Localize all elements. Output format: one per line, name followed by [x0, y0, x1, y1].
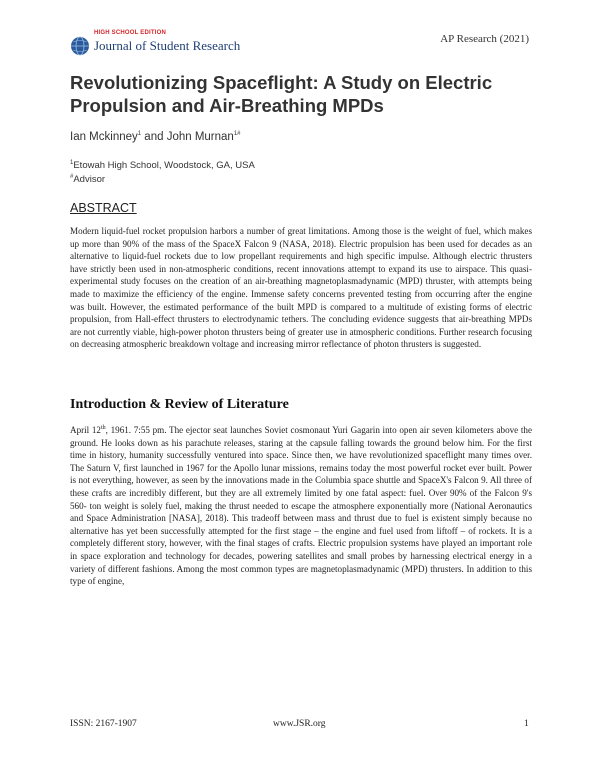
affiliation-2-mark: #: [70, 174, 74, 180]
affiliation-1-mark: 1: [70, 160, 74, 166]
edition-label: HIGH SCHOOL EDITION: [94, 30, 167, 36]
author-2-affiliation-mark: 1#: [233, 131, 241, 138]
intro-body: , 1961. 7:55 pm. The ejector seat launches Soviet cosmonaut Yuri Gagarin into open air seven kilometers above the ground. He looks down as his parachute releases, staring at the capsule falling towards the ground below him. For the first time in history, humanity successfully ventured into space. Since then, we have revolutionized spaceflight many times over. The Saturn V, first launched in 1967 for the Apollo lunar missions, remains today the most powerful rocket ever built. Power is not everything, however, as seen by the innovations made in the Columbia space shuttle and SpaceX's Falcon 9. All three of these crafts are incredibly different, but they are all extremely limited by one fatal aspect: fuel. Over 90% of the Falcon 9's 560- ton weight is solely fuel, making the thrust needed to escape the atmosphere exponentially more (National Aeronautics and Space Administration [NASA], 2018). This tradeoff between mass and thrust due to fuel is existent simply because no alternative has yet been successfully attempted for the first stage – the engine and fuel used from liftoff – of rockets. It is a completely different story, however, with the final stages of crafts. Electric propulsion systems have played an important role in space exploration and technology for decades, powering satellites and small probes by harnessing electrical energy in a variety of different fashions. Among the most common types are magnetoplasmadynamic (MPD) thrusters. In addition to this type of engine,: [70, 425, 532, 587]
abstract-text: Modern liquid-fuel rocket propulsion harbors a number of great limitations. Among those is the weight of fuel, which makes up more than 90% of the mass of the SpaceX Falcon 9 (NASA, 2018). Electric propulsion has been used for decades as an alternative to liquid-fuel rockets due to low propellant requirements and high specific impulse. Although electric thrusters have strictly been used in non-atmospheric conditions, recent innovations attempt to expand its use to airspace. This quasi-experimental study focuses on the creation of an air-breathing magnetoplasmadynamic (MPD) thruster, with attempts being made to maximize the efficiency of the engine. Immense safety concerns prevented testing from occurring after the engine was built. However, the estimated performance of the built MPD is compared to a multitude of existing forms of electric propulsion, from Hall-effect thrusters to electrodynamic tethers. The concluding evidence suggests that air-breathing MPDs are not currently viable, high-power photon thrusters being of greater use in atmospheric conditions. Further research focusing on decreasing atmospheric breakdown voltage and increasing mirror reflectance of photon thrusters is suggested.: [70, 226, 532, 350]
footer-page-number: 1: [524, 719, 529, 729]
introduction-text: [70, 424, 532, 588]
paper-title: Revolutionizing Spaceflight: A Study on Electric Propulsion and Air-Breathing MPDs: [70, 72, 493, 116]
author-conjunction: and: [141, 131, 167, 143]
footer-issn: ISSN: 2167-1907: [70, 719, 137, 729]
globe-icon: [70, 36, 90, 56]
journal-logo[interactable]: [70, 28, 240, 58]
affiliation-1-text: Etowah High School, Woodstock, GA, USA: [73, 160, 255, 172]
abstract-heading: ABSTRACT: [70, 201, 137, 215]
author-1-name: Ian Mckinney: [70, 131, 138, 143]
affiliation-2-text: Advisor: [73, 174, 106, 186]
affiliation-1: [70, 160, 255, 171]
journal-name: Journal of Student Research: [94, 38, 241, 53]
affiliation-2: [70, 174, 105, 185]
author-line: [70, 131, 241, 143]
footer-website-link[interactable]: www.JSR.org: [273, 719, 326, 729]
author-2-name: John Murnan: [166, 131, 234, 143]
intro-date-superscript: th: [100, 424, 106, 431]
intro-date-prefix: April 12: [70, 425, 101, 435]
section-heading-introduction: Introduction & Review of Literature: [70, 397, 289, 412]
running-header: AP Research (2021): [440, 33, 529, 45]
author-1-affiliation-mark: 1: [137, 131, 142, 138]
